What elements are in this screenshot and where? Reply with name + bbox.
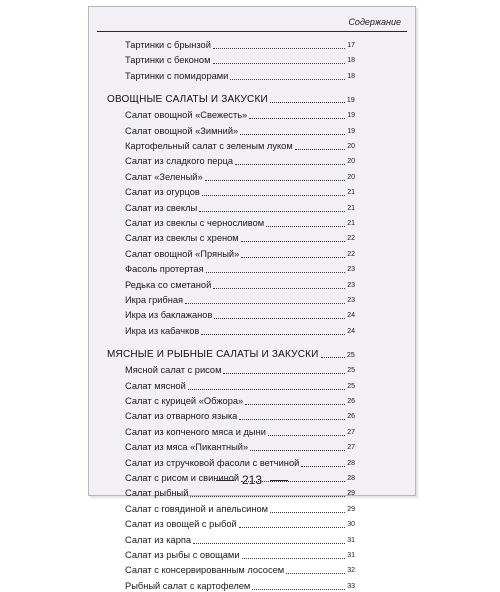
toc-entry xyxy=(125,457,355,469)
toc-entry xyxy=(125,441,355,453)
entry-title: Икра из кабачков xyxy=(125,325,200,336)
dot-leader xyxy=(295,148,345,150)
toc-entry xyxy=(125,325,355,337)
entry-page-number: 31 xyxy=(347,536,355,544)
toc-entry xyxy=(125,39,355,51)
entry-title: Тартинки с помидорами xyxy=(125,70,229,81)
dot-leader xyxy=(185,302,345,304)
entry-title: Салат овощной «Зимний» xyxy=(125,125,239,136)
toc-entry xyxy=(125,279,355,291)
running-header-title: Содержание xyxy=(348,17,401,27)
entry-page-number: 27 xyxy=(347,428,355,436)
dot-leader xyxy=(250,449,345,451)
entry-title: Салат овощной «Пряный» xyxy=(125,248,240,259)
toc-entry xyxy=(125,487,355,499)
dot-leader xyxy=(213,47,345,49)
entry-title: Салат из отварного языка xyxy=(125,411,238,422)
toc-entry xyxy=(125,186,355,198)
dot-leader xyxy=(188,388,345,390)
entry-page-number: 29 xyxy=(347,490,355,498)
toc-entry xyxy=(125,410,355,422)
toc-section-heading xyxy=(107,347,355,361)
toc-entry xyxy=(125,580,355,592)
toc-entry xyxy=(125,380,355,392)
dot-leader xyxy=(213,287,345,289)
toc-entry xyxy=(125,364,355,376)
entry-page-number: 28 xyxy=(347,459,355,467)
entry-title: Тартинки с беконом xyxy=(125,55,211,66)
entry-title: Салат «Зеленый» xyxy=(125,171,203,182)
entry-page-number: 22 xyxy=(347,235,355,243)
toc-section-heading xyxy=(107,92,355,106)
entry-page-number: 20 xyxy=(347,173,355,181)
entry-page-number: 28 xyxy=(347,475,355,482)
entry-page-number: 26 xyxy=(347,398,355,405)
dot-leader xyxy=(301,465,345,467)
footer-dash-left xyxy=(216,480,234,481)
entry-page-number: 24 xyxy=(347,312,355,320)
entry-title: Салат из мяса «Пикантный» xyxy=(125,442,249,453)
entry-page-number: 22 xyxy=(347,250,355,258)
entry-title: Рыбный салат с картофелем xyxy=(125,580,251,591)
dot-leader xyxy=(205,179,346,181)
entry-page-number: 29 xyxy=(347,505,355,513)
dot-leader xyxy=(235,163,345,165)
entry-title: Салат из свеклы с черносливом xyxy=(125,218,265,228)
entry-page-number: 30 xyxy=(347,521,355,529)
entry-title: Салат с говядиной и апельсином xyxy=(125,503,269,514)
entry-title: Салат из свеклы с хреном xyxy=(125,233,239,244)
dot-leader xyxy=(213,62,346,64)
entry-title: Салат из стручковой фасоли с ветчиной xyxy=(125,457,300,468)
toc-entry xyxy=(125,54,355,66)
entry-title: Салат из овощей с рыбой xyxy=(125,519,237,530)
entry-title: Картофельный салат с зеленым луком xyxy=(125,141,293,151)
entry-page-number: 17 xyxy=(347,42,355,49)
toc-entry xyxy=(125,294,355,306)
entry-title: Салат с рисом и свининой xyxy=(125,473,240,483)
entry-title: Салат из рыбы с овощами xyxy=(125,550,240,560)
dot-leader xyxy=(202,194,345,196)
toc-entry xyxy=(125,503,355,515)
entry-title: Икра из баклажанов xyxy=(125,310,213,321)
dot-leader xyxy=(245,403,345,405)
dot-leader xyxy=(206,271,346,273)
entry-title: Салат из сладкого перца xyxy=(125,156,234,167)
entry-page-number: 19 xyxy=(347,127,355,135)
dot-leader xyxy=(230,78,345,80)
entry-page-number: 21 xyxy=(347,220,355,227)
dot-leader xyxy=(201,333,345,335)
section-title: ОВОЩНЫЕ САЛАТЫ И ЗАКУСКИ xyxy=(107,94,268,106)
dot-leader xyxy=(266,225,345,227)
toc-entry xyxy=(125,534,355,546)
entry-page-number: 26 xyxy=(347,413,355,421)
entry-page-number: 18 xyxy=(347,72,355,80)
toc-entry xyxy=(125,395,355,407)
dot-leader xyxy=(193,542,345,544)
section-title: МЯСНЫЕ И РЫБНЫЕ САЛАТЫ И ЗАКУСКИ xyxy=(107,349,319,361)
entry-page-number: 25 xyxy=(347,382,355,390)
entry-title: Салат из свеклы xyxy=(125,202,198,213)
toc-entry xyxy=(125,518,355,530)
entry-page-number: 27 xyxy=(347,444,355,452)
toc-entry xyxy=(125,202,355,214)
dot-leader xyxy=(270,511,345,513)
toc-entry xyxy=(125,140,355,152)
page-number: 213 xyxy=(241,473,263,487)
toc-entry xyxy=(125,217,355,229)
toc-entry xyxy=(125,248,355,260)
entry-page-number: 21 xyxy=(347,204,355,212)
entry-page-number: 24 xyxy=(347,327,355,335)
dot-leader xyxy=(240,133,345,135)
dot-leader xyxy=(321,356,345,358)
entry-title: Редька со сметаной xyxy=(125,279,212,290)
entry-page-number: 25 xyxy=(347,367,355,375)
toc-entry xyxy=(125,564,355,576)
entry-page-number: 32 xyxy=(347,567,355,575)
entry-title: Фасоль протертая xyxy=(125,264,204,275)
entry-page-number: 19 xyxy=(346,97,355,105)
dot-leader xyxy=(270,101,345,103)
entry-page-number: 25 xyxy=(346,352,355,360)
dot-leader xyxy=(241,256,345,258)
toc-entry xyxy=(125,155,355,167)
entry-title: Салат из карпа xyxy=(125,534,192,545)
entry-title: Тартинки с брынзой xyxy=(125,40,211,50)
footer-dash-right xyxy=(270,480,288,481)
page-footer xyxy=(89,473,415,487)
entry-page-number: 23 xyxy=(347,266,355,274)
toc-entry xyxy=(125,426,355,438)
entry-page-number: 19 xyxy=(347,112,355,120)
entry-title: Салат рыбный xyxy=(125,488,189,499)
toc-entry xyxy=(125,171,355,183)
entry-page-number: 20 xyxy=(347,143,355,150)
dot-leader xyxy=(241,240,346,242)
entry-title: Салат овощной «Свежесть» xyxy=(125,110,248,121)
dot-leader xyxy=(190,495,345,497)
entry-page-number: 20 xyxy=(347,158,355,166)
dot-leader xyxy=(252,588,345,590)
toc-entry xyxy=(125,109,355,121)
dot-leader xyxy=(199,210,345,212)
entry-page-number: 18 xyxy=(347,57,355,65)
dot-leader xyxy=(249,117,345,119)
entry-title: Салат из копченого мяса и дыни xyxy=(125,426,266,437)
entry-title: Мясной салат с рисом xyxy=(125,365,222,376)
dot-leader xyxy=(286,572,345,574)
toc-entry xyxy=(125,125,355,137)
dot-leader xyxy=(268,434,345,436)
entry-title: Салат из огурцов xyxy=(125,187,200,198)
dot-leader xyxy=(223,372,345,374)
entry-title: Салат с курицей «Обжора» xyxy=(125,396,244,406)
dot-leader xyxy=(239,526,346,528)
dot-leader xyxy=(214,317,345,319)
entry-title: Салат мясной xyxy=(125,380,186,391)
book-page xyxy=(88,6,416,591)
header-rule xyxy=(97,31,407,32)
toc-entry xyxy=(125,232,355,244)
entry-page-number: 33 xyxy=(347,582,355,590)
entry-title: Икра грибная xyxy=(125,295,184,305)
dot-leader xyxy=(242,557,346,559)
entry-page-number: 31 xyxy=(347,552,355,559)
dot-leader xyxy=(239,418,345,420)
toc-entry xyxy=(125,309,355,321)
toc-entry xyxy=(125,263,355,275)
entry-title: Салат с консервированным лососем xyxy=(125,565,285,576)
entry-page-number: 21 xyxy=(347,189,355,197)
toc-entry xyxy=(125,70,355,82)
entry-page-number: 23 xyxy=(347,281,355,289)
entry-page-number: 23 xyxy=(347,297,355,304)
toc-entry xyxy=(125,549,355,561)
